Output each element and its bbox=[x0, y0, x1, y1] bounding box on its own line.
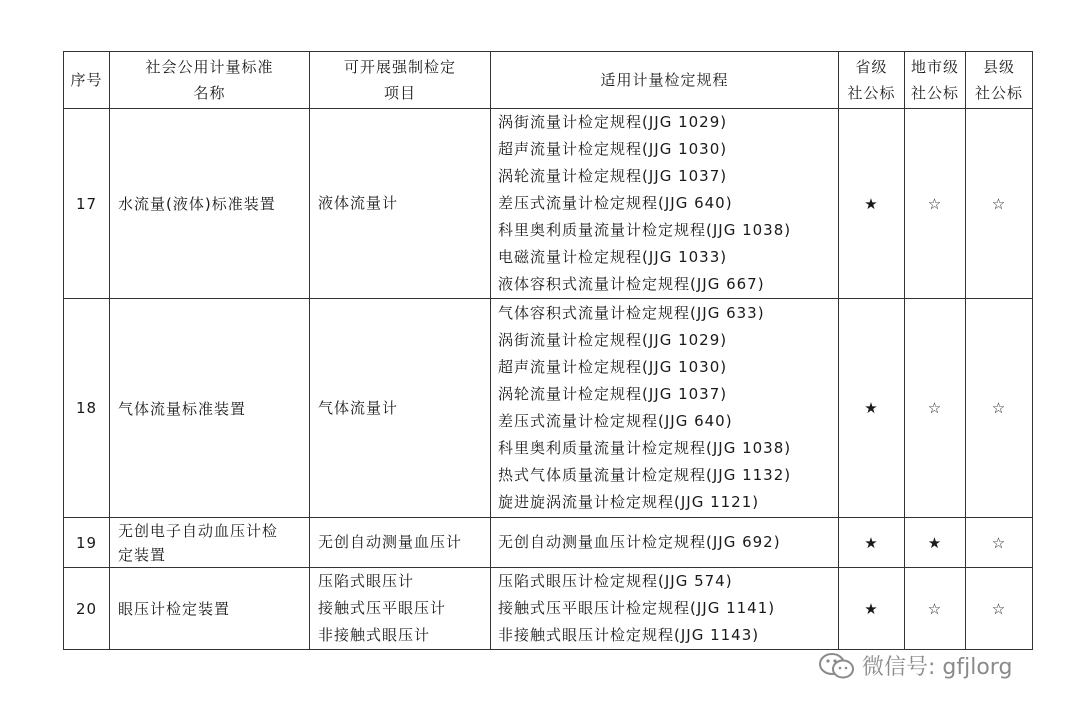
header-name bbox=[110, 52, 310, 109]
header-city-line1: 地市级 bbox=[910, 58, 959, 76]
header-city-line2: 社公标 bbox=[910, 84, 959, 102]
row-seq: 18 bbox=[64, 299, 110, 518]
table-row bbox=[64, 518, 1033, 568]
row-county-mark: ☆ bbox=[966, 568, 1033, 650]
item-line: 压陷式眼压计 bbox=[318, 572, 415, 590]
rule-line: 气体容积式流量计检定规程(JJG 633) bbox=[498, 304, 765, 322]
item-line: 气体流量计 bbox=[318, 398, 399, 417]
row-county-mark: ☆ bbox=[966, 109, 1033, 299]
rule-line: 差压式流量计检定规程(JJG 640) bbox=[498, 412, 733, 430]
header-name-line2: 名称 bbox=[193, 84, 226, 102]
row-rules bbox=[491, 299, 839, 518]
rule-line: 接触式压平眼压计检定规程(JJG 1141) bbox=[498, 599, 776, 617]
row-seq: 20 bbox=[64, 568, 110, 650]
rule-line: 超声流量计检定规程(JJG 1030) bbox=[498, 140, 728, 158]
header-row bbox=[64, 52, 1033, 109]
row-rules bbox=[491, 568, 839, 650]
rule-line: 无创自动测量血压计检定规程(JJG 692) bbox=[498, 533, 781, 551]
rule-line: 科里奥利质量流量计检定规程(JJG 1038) bbox=[498, 439, 792, 457]
row-seq: 19 bbox=[64, 518, 110, 568]
item-line: 无创自动测量血压计 bbox=[318, 533, 463, 551]
header-name-line1: 社会公用计量标准 bbox=[145, 58, 274, 76]
header-items-line1: 可开展强制检定 bbox=[343, 58, 456, 76]
header-city bbox=[905, 52, 966, 109]
row-county-mark: ☆ bbox=[966, 299, 1033, 518]
rule-line: 涡街流量计检定规程(JJG 1029) bbox=[498, 113, 728, 131]
row-county-mark: ☆ bbox=[966, 518, 1033, 568]
header-county-line2: 社公标 bbox=[974, 84, 1023, 102]
row-seq: 17 bbox=[64, 109, 110, 299]
header-county bbox=[966, 52, 1033, 109]
table-row bbox=[64, 299, 1033, 518]
row-city-mark: ☆ bbox=[905, 109, 966, 299]
row-rules bbox=[491, 109, 839, 299]
rule-line: 非接触式眼压计检定规程(JJG 1143) bbox=[498, 626, 760, 644]
row-items bbox=[310, 299, 491, 518]
row-name: 无创电子自动血压计检定装置 bbox=[110, 518, 310, 568]
row-city-mark: ★ bbox=[905, 518, 966, 568]
row-prov-mark: ★ bbox=[839, 518, 905, 568]
item-line: 非接触式眼压计 bbox=[318, 626, 431, 644]
header-items-line2: 项目 bbox=[383, 84, 416, 102]
item-line: 接触式压平眼压计 bbox=[318, 599, 447, 617]
rule-line: 涡轮流量计检定规程(JJG 1037) bbox=[498, 167, 728, 185]
rule-line: 超声流量计检定规程(JJG 1030) bbox=[498, 358, 728, 376]
rule-line: 涡街流量计检定规程(JJG 1029) bbox=[498, 331, 728, 349]
row-prov-mark: ★ bbox=[839, 299, 905, 518]
row-items bbox=[310, 568, 491, 650]
row-prov-mark: ★ bbox=[839, 568, 905, 650]
rule-line: 液体容积式流量计检定规程(JJG 667) bbox=[498, 275, 765, 293]
row-items bbox=[310, 518, 491, 568]
row-items bbox=[310, 109, 491, 299]
row-city-mark: ☆ bbox=[905, 568, 966, 650]
wechat-icon bbox=[818, 651, 856, 681]
header-county-line1: 县级 bbox=[982, 58, 1015, 76]
header-prov-line1: 省级 bbox=[855, 58, 888, 76]
row-name: 水流量(液体)标准装置 bbox=[110, 109, 310, 299]
item-line: 液体流量计 bbox=[318, 194, 399, 212]
standards-table bbox=[63, 51, 1033, 650]
header-prov-line2: 社公标 bbox=[847, 84, 896, 102]
watermark bbox=[818, 650, 1012, 681]
row-rules bbox=[491, 518, 839, 568]
header-items bbox=[310, 52, 491, 109]
rule-line: 电磁流量计检定规程(JJG 1033) bbox=[498, 248, 728, 266]
rule-line: 热式气体质量流量计检定规程(JJG 1132) bbox=[498, 466, 792, 484]
watermark-label: 微信号: gfjlorg bbox=[862, 655, 1013, 680]
rule-line: 涡轮流量计检定规程(JJG 1037) bbox=[498, 385, 728, 403]
row-name: 眼压计检定装置 bbox=[110, 568, 310, 650]
rule-line: 科里奥利质量流量计检定规程(JJG 1038) bbox=[498, 221, 792, 239]
header-rules: 适用计量检定规程 bbox=[491, 52, 839, 109]
rule-line: 差压式流量计检定规程(JJG 640) bbox=[498, 194, 733, 212]
header-seq: 序号 bbox=[64, 52, 110, 109]
row-name: 气体流量标准装置 bbox=[110, 299, 310, 518]
rule-line: 旋进旋涡流量计检定规程(JJG 1121) bbox=[498, 493, 760, 511]
rule-line: 压陷式眼压计检定规程(JJG 574) bbox=[498, 572, 733, 590]
row-city-mark: ☆ bbox=[905, 299, 966, 518]
header-prov bbox=[839, 52, 905, 109]
table-row bbox=[64, 109, 1033, 299]
row-prov-mark: ★ bbox=[839, 109, 905, 299]
table-row bbox=[64, 568, 1033, 650]
